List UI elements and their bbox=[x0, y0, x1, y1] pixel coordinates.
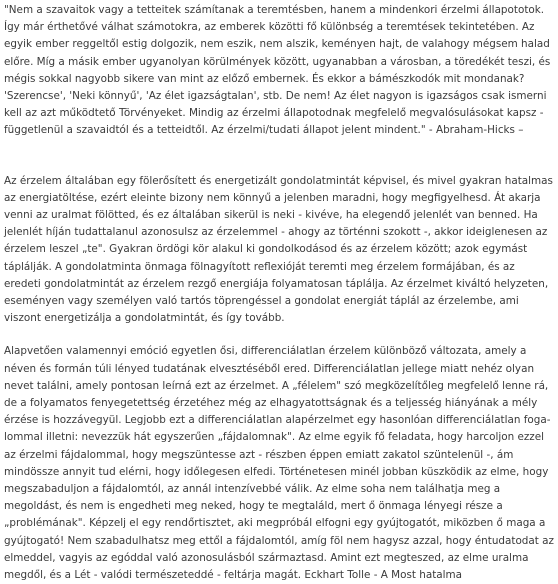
emotion-paragraph: Az érzelem általában egy fölerősített és energetizált gondolatmintát képvisel, és mivel gyakran hatalmas az energiatöltése, ezért eleinte bizony nem könnyű a jelenben maradni, hogy megfigyelhesd. Át akarja venni az uralmat fölötted, és ez általában sikerül is neki - kivéve, ha elegendő jelenlét van benned. Ha jelenlét híján tudattalanul azonosulsz az érzelemmel - ahogy az történni szokott -, akkor ideiglenesen az érzelem leszel „te". Gyakran ördögi kör alakul ki gondolkodásod és az érzelem között; azok egymást táplálják. A gondolatminta önmaga fölnagyított reflexióját teremti meg érzelem formájában, és az eredeti gondolatmintát az érzelem rezgő energiája folyamatosan táplálja. Az érzelmet kiváltó helyzeten, eseményen vagy személyen való tartós töprengéssel a gondolat energiát táplál az érzelembe, ami viszont energetizálja a gondolatmintát, és így tovább. bbox=[4, 174, 553, 325]
pain-paragraph: Alapvetően valamennyi emóció egyetlen ősi, differenciálatlan érzelem különböző változata, amely a néven és formán túli lényed tudatának elvesztéséből ered. Differenciálatlan jellege miatt nehéz olyan nevet találni, amely pontosan leírná ezt az érzelmet. A „félelem" szó megközelítőleg megfelelő lenne rá, de a folyamatos fenyegetettség érzetéhez még az elhagyatottságnak és a teljesség hiányának a mély érzése is hozzávegyül. Legjobb ezt a differenciálatlan alapérzelmet egy hasonlóan differenciálatlan foga-lommal illetni: nevezzük hát egyszerűen „fájdalomnak". Az elme egyik fő feladata, hogy harcoljon ezzel az érzelmi fájdalommal, hogy megszüntesse azt - részben éppen emiatt zakatol szüntelenül -, ám mindössze annyit tud elérni, hogy időlegesen elfedi. Történetesen minél jobban küszködik az elme, hogy megszabaduljon a fájdalomtól, az annál intenzívebbé válik. Az elme soha nem találhatja meg a megoldást, és nem is engedheti meg neked, hogy te megtaláld, mert ő önmaga lényegi része a „problémának". Képzelj el egy rendőrtisztet, aki megpróbál elfogni egy gyújtogatót, miközben ő maga a gyújtogató! Nem szabadulhatsz meg ettől a fájdalomtól, amíg föl nem hagysz azzal, hogy éntudatodat az elmeddel, vagyis az egóddal való azonosulásból származtasd. Amint ezt megteszed, az elme uralma megdől, és a Lét - valódi természeteddé - feltárja magát. Eckhart Tolle - A Most hatalma bbox=[4, 345, 554, 582]
article-body bbox=[4, 2, 554, 584]
abraham-hicks-quote: "Nem a szavaitok vagy a tetteitek számítanak a teremtésben, hanem a mindenkori érzelmi állapototok. Így már érthetővé válhat számotokra, az emberek közötti fő különbség a teremtések tekintetében. Az egyik ember reggeltől estig dolgozik, nem eszik, nem alszik, keményen hajt, de valahogy mégsem halad előre. Míg a másik ember ugyanolyan körülmények között, ugyanabban a városban, a töredékét teszi, és mégis sokkal nagyobb sikere van mint az előző embernek. És ekkor a bámészkodók mit mondanak? 'Szerencse', 'Neki könnyű', 'Az élet igazságtalan', stb. De nem! Az élet nagyon is igazságos csak ismerni kell az azt működtető Törvényeket. Mindig az érzelmi állapotodnak megfelelő megvalósulásokat kapsz - függetlenül a szavaidtól és a tetteidtől. Az érzelmi/tudati állapot jelent mindent." - Abraham-Hicks – bbox=[4, 4, 551, 137]
